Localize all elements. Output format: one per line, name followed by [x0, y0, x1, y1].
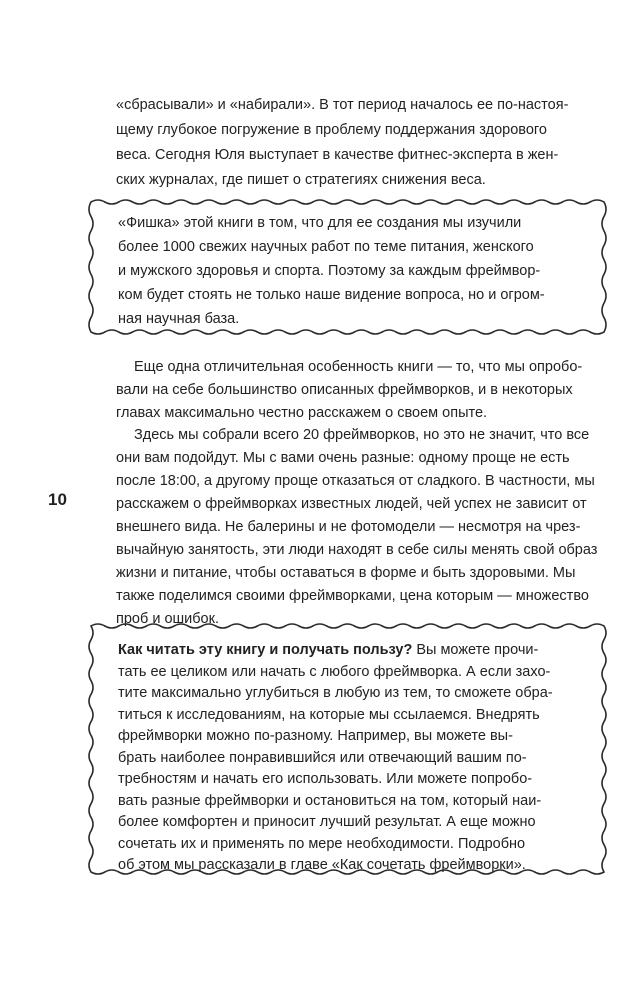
text-line [118, 640, 588, 660]
text-line: жизни и питание, чтобы оставаться в форме и быть здоровыми. Мы [116, 565, 576, 581]
text-line: щему глубокое погружение в проблему поддержания здорового [116, 122, 547, 138]
text-line: Еще одна отличительная особенность книги — то, что мы опробо- [134, 359, 583, 375]
text-line: и мужского здоровья и спорта. Поэтому за каждым фреймвор- [118, 263, 541, 279]
text-line: ских журналах, где пишет о стратегиях снижения веса. [116, 172, 486, 188]
callout-box-how-to-read [85, 620, 610, 878]
text-line: ная научная база. [118, 311, 240, 327]
paragraph-feature [116, 357, 586, 427]
callout-box-fishka [85, 196, 610, 338]
text-line: брать наиболее понравившийся или отвечающий вашим по- [118, 749, 527, 766]
text-line: вали на себе большинство описанных фреймворков, и в некоторых [116, 382, 573, 398]
text-line: Здесь мы собрали всего 20 фреймворков, но это не значит, что все [134, 427, 590, 443]
text-line: вычайную занятость, эти люди находят в себе силы менять свой образ [116, 542, 598, 558]
text-line: титься к исследованиям, на которые мы ссылаемся. Внедрять [118, 706, 540, 723]
text-line: проб и ошибок. [116, 611, 219, 627]
text-line: вать разные фреймворки и остановиться на том, который наи- [118, 792, 542, 809]
text-line: после 18:00, а другому проще отказаться от сладкого. В частности, мы [116, 473, 595, 489]
text-line: расскажем о фреймворках известных людей, чей успех не зависит от [116, 496, 587, 512]
text-line: внешнего вида. Не балерины и не фотомодели — несмотря на чрез- [116, 519, 581, 535]
paragraph-frameworks [116, 425, 598, 627]
callout-heading: Как читать эту книгу и получать пользу? [118, 642, 413, 658]
text-line: главах максимально честно расскажем о своем опыте. [116, 405, 488, 421]
text-fragment: Вы можете прочи- [412, 642, 539, 658]
text-line: тать ее целиком или начать с любого фреймворка. А если захо- [118, 663, 551, 680]
text-line: «Фишка» этой книги в том, что для ее создания мы изучили [118, 215, 522, 231]
text-line: ком будет стоять не только наше видение вопроса, но и огром- [118, 287, 545, 303]
text-line: также поделимся своими фреймворками, цена которым — множество [116, 588, 589, 604]
callout-text [118, 640, 588, 873]
text-line: тите максимально углубиться в любую из тем, то сможете обра- [118, 685, 553, 701]
text-line: они вам подойдут. Мы с вами очень разные: одному проще не есть [116, 450, 570, 466]
intro-paragraph [116, 95, 586, 188]
text-line: «сбрасывали» и «набирали». В тот период началось ее по-настоя- [116, 97, 569, 113]
page-number: 10 [48, 490, 67, 509]
text-line: сочетать их и применять по мере необходимости. Подробно [118, 835, 526, 852]
text-line: об этом мы рассказали в главе «Как сочетать фреймворки». [118, 857, 526, 873]
text-line: фреймворки можно по-разному. Например, вы можете вы- [118, 728, 513, 744]
callout-text [118, 213, 588, 328]
text-line: требностям и начать его использовать. Или можете попробо- [118, 771, 533, 787]
text-line: более 1000 свежих научных работ по теме питания, женского [118, 239, 534, 255]
text-line: более комфортен и приносит лучший результат. А еще можно [118, 814, 536, 830]
text-line: веса. Сегодня Юля выступает в качестве фитнес-эксперта в жен- [116, 147, 559, 163]
